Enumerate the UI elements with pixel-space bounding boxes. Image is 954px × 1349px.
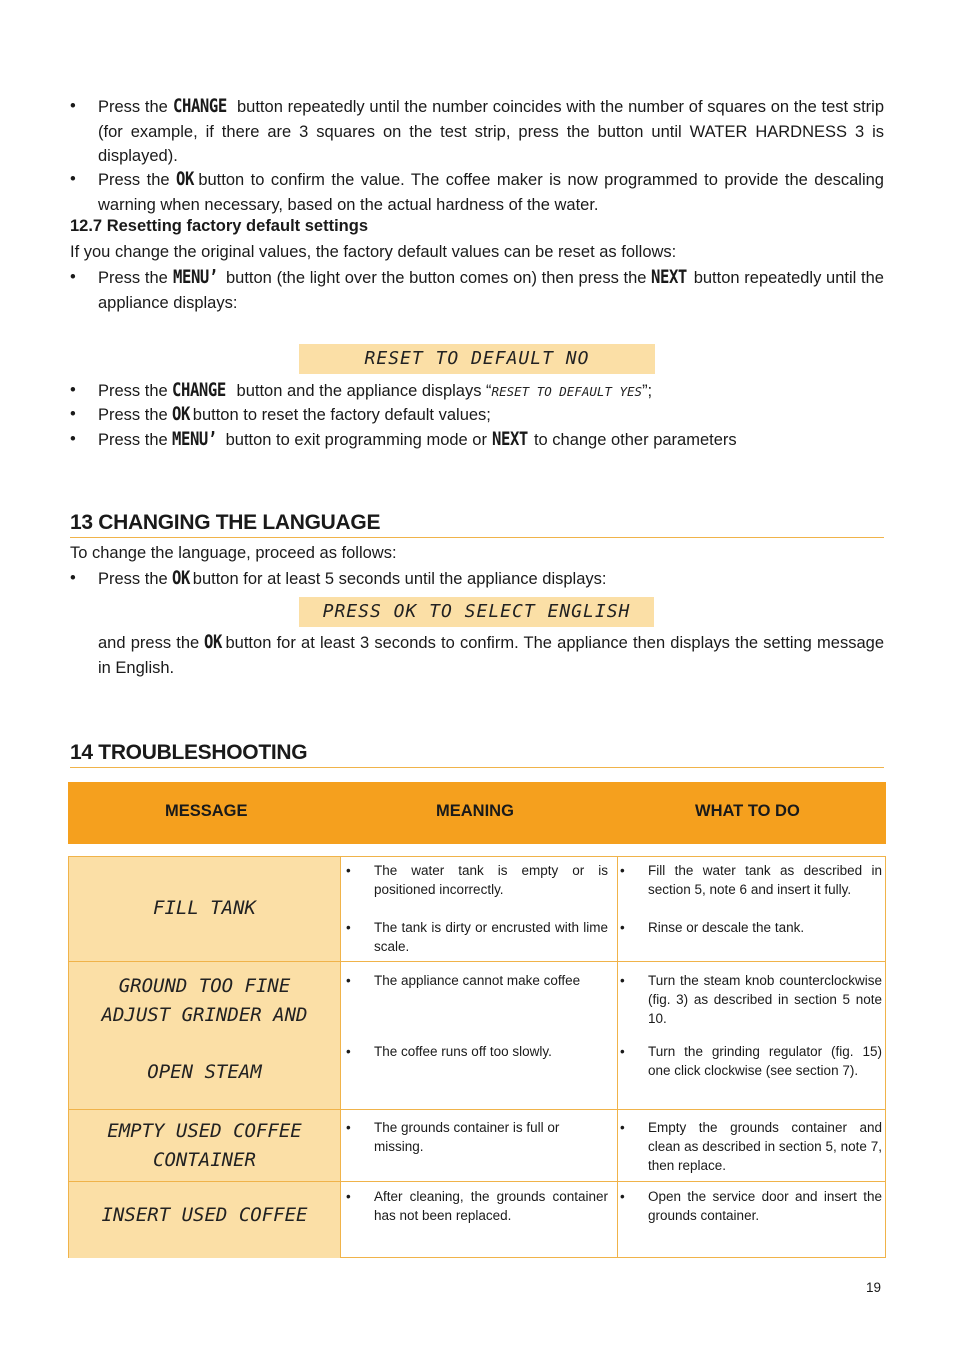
- ok-button-glyph: OK: [176, 168, 194, 190]
- action-item: • Fill the water tank as described in section 5, note 6 and insert it fully.: [620, 863, 882, 897]
- display-message: EMPTY USED COFFEE: [107, 1120, 302, 1142]
- meaning-item: • The grounds container is full or missing.: [346, 1120, 560, 1154]
- display-message: ADJUST GRINDER AND: [101, 1004, 308, 1026]
- change-button-glyph: CHANGE: [172, 379, 227, 401]
- bullet-dot: •: [70, 170, 76, 188]
- paragraph: To change the language, proceed as follows:: [70, 544, 397, 562]
- bullet-dot: •: [346, 1044, 351, 1059]
- section-heading-troubleshooting: 14 TROUBLESHOOTING: [70, 741, 884, 768]
- section-heading-language: 13 CHANGING THE LANGUAGE: [70, 511, 884, 538]
- bullet-dot: •: [70, 381, 76, 399]
- menu-button-glyph: MENU’: [172, 266, 218, 288]
- header-what-to-do: WHAT TO DO: [695, 802, 800, 820]
- text: button (the light over the button comes on) then press the: [225, 269, 647, 287]
- bullet-menu-next: [70, 265, 884, 315]
- bullet-dot: •: [620, 1044, 625, 1059]
- meaning-item: • The appliance cannot make coffee: [346, 973, 581, 988]
- bullet-dot: •: [70, 569, 76, 587]
- message-cell: [69, 857, 341, 961]
- text: to change other parameters: [533, 431, 737, 449]
- bullet-dot: •: [70, 97, 76, 115]
- bullet-dot: •: [620, 1120, 625, 1135]
- bullet-ok-confirm: [70, 167, 884, 217]
- display-message: CONTAINER: [153, 1149, 256, 1171]
- bullet-change-hardness: [70, 94, 884, 169]
- text: button for at least 3 seconds to confirm. The appliance then displays the setting message in English.: [98, 634, 885, 677]
- ok-button-glyph: OK: [204, 631, 223, 653]
- troubleshooting-table: [68, 856, 886, 1258]
- menu-button-glyph: MENU’: [172, 428, 218, 450]
- header-message: MESSAGE: [165, 802, 248, 820]
- action-item: • Empty the grounds container and clean as described in section 5, note 7, then replace.: [620, 1120, 882, 1173]
- display-message: OPEN STEAM: [147, 1061, 262, 1083]
- bullet-dot: •: [70, 268, 76, 286]
- text: button repeatedly until the appliance displays:: [98, 269, 884, 312]
- text: button to exit programming mode or: [225, 431, 487, 449]
- bullet-menu-exit: [70, 427, 884, 453]
- text: button to confirm the value. The coffee maker is now programmed to provide the descaling warning when necessary, based on the actual hardness of the water.: [98, 171, 884, 214]
- display-message: GROUND TOO FINE: [118, 975, 291, 997]
- text: button for at least 5 seconds until the appliance displays:: [192, 570, 607, 588]
- paragraph-confirm-language: [70, 630, 884, 680]
- text: and press the: [98, 634, 200, 652]
- bullet-dot: •: [346, 973, 351, 988]
- text: Press the: [98, 269, 168, 287]
- text: Press the: [98, 171, 170, 189]
- message-cell: [69, 1110, 341, 1182]
- display-press-ok-english: PRESS OK TO SELECT ENGLISH: [299, 597, 654, 627]
- bullet-ok-language: [70, 566, 884, 592]
- display-message: INSERT USED COFFEE: [101, 1204, 308, 1226]
- ok-button-glyph: OK: [172, 403, 191, 425]
- bullet-dot: •: [70, 405, 76, 423]
- bullet-dot: •: [346, 920, 351, 935]
- table-header: [68, 782, 886, 844]
- text: Press the: [98, 98, 168, 116]
- text: button to reset the factory default values;: [192, 406, 491, 424]
- text: Press the: [98, 570, 168, 588]
- table-row: [69, 857, 885, 961]
- ok-button-glyph: OK: [172, 567, 191, 589]
- action-item: • Open the service door and insert the grounds container.: [620, 1189, 882, 1223]
- bullet-dot: •: [620, 1189, 625, 1204]
- bullet-dot: •: [620, 973, 625, 988]
- table-row: [69, 1109, 885, 1182]
- action-item: • Turn the steam knob counterclockwise (fig. 3) as described in section 5 note 10.: [620, 973, 882, 1026]
- text: Press the: [98, 382, 168, 400]
- table-row: [69, 961, 885, 1110]
- change-button-glyph: CHANGE: [172, 95, 227, 117]
- page-number: 19: [866, 1280, 882, 1295]
- action-item: • Rinse or descale the tank.: [620, 920, 805, 935]
- bullet-dot: •: [346, 863, 351, 878]
- next-button-glyph: NEXT: [651, 266, 688, 288]
- meaning-item: • The coffee runs off too slowly.: [346, 1044, 552, 1059]
- meaning-item: • The water tank is empty or is positioned incorrectly.: [346, 863, 608, 897]
- bullet-dot: •: [620, 920, 625, 935]
- bullet-dot: •: [346, 1120, 351, 1135]
- message-cell: [69, 1182, 341, 1258]
- display-reset-default-no: RESET TO DEFAULT NO: [299, 344, 655, 374]
- subsection-heading: 12.7 Resetting factory default settings: [70, 217, 368, 235]
- bullet-ok-reset: [70, 402, 884, 428]
- bullet-dot: •: [346, 1189, 351, 1204]
- text: Press the: [98, 431, 168, 449]
- paragraph: If you change the original values, the factory default values can be reset as follows:: [70, 243, 677, 261]
- next-button-glyph: NEXT: [491, 428, 528, 450]
- text: button repeatedly until the number coincides with the number of squares on the test strip (for example, if there are 3 squares on the test strip, press the button until WATER HARDNESS 3 is displayed).: [98, 98, 884, 165]
- meaning-item: • After cleaning, the grounds container has not been replaced.: [346, 1189, 608, 1223]
- text: ”;: [642, 382, 653, 400]
- text: Press the: [98, 406, 168, 424]
- text: button and the appliance displays “: [236, 382, 492, 400]
- meaning-item: • The tank is dirty or encrusted with lime scale.: [346, 920, 608, 954]
- message-cell: [69, 962, 341, 1110]
- bullet-dot: •: [620, 863, 625, 878]
- inline-display-reset-yes: RESET TO DEFAULT YES: [491, 384, 643, 399]
- display-message: FILL TANK: [153, 897, 256, 919]
- bullet-change-reset: [70, 378, 884, 405]
- action-item: • Turn the grinding regulator (fig. 15) one click clockwise (see section 7).: [620, 1044, 882, 1078]
- bullet-dot: •: [70, 430, 76, 448]
- table-row: [69, 1181, 885, 1258]
- header-meaning: MEANING: [436, 802, 514, 820]
